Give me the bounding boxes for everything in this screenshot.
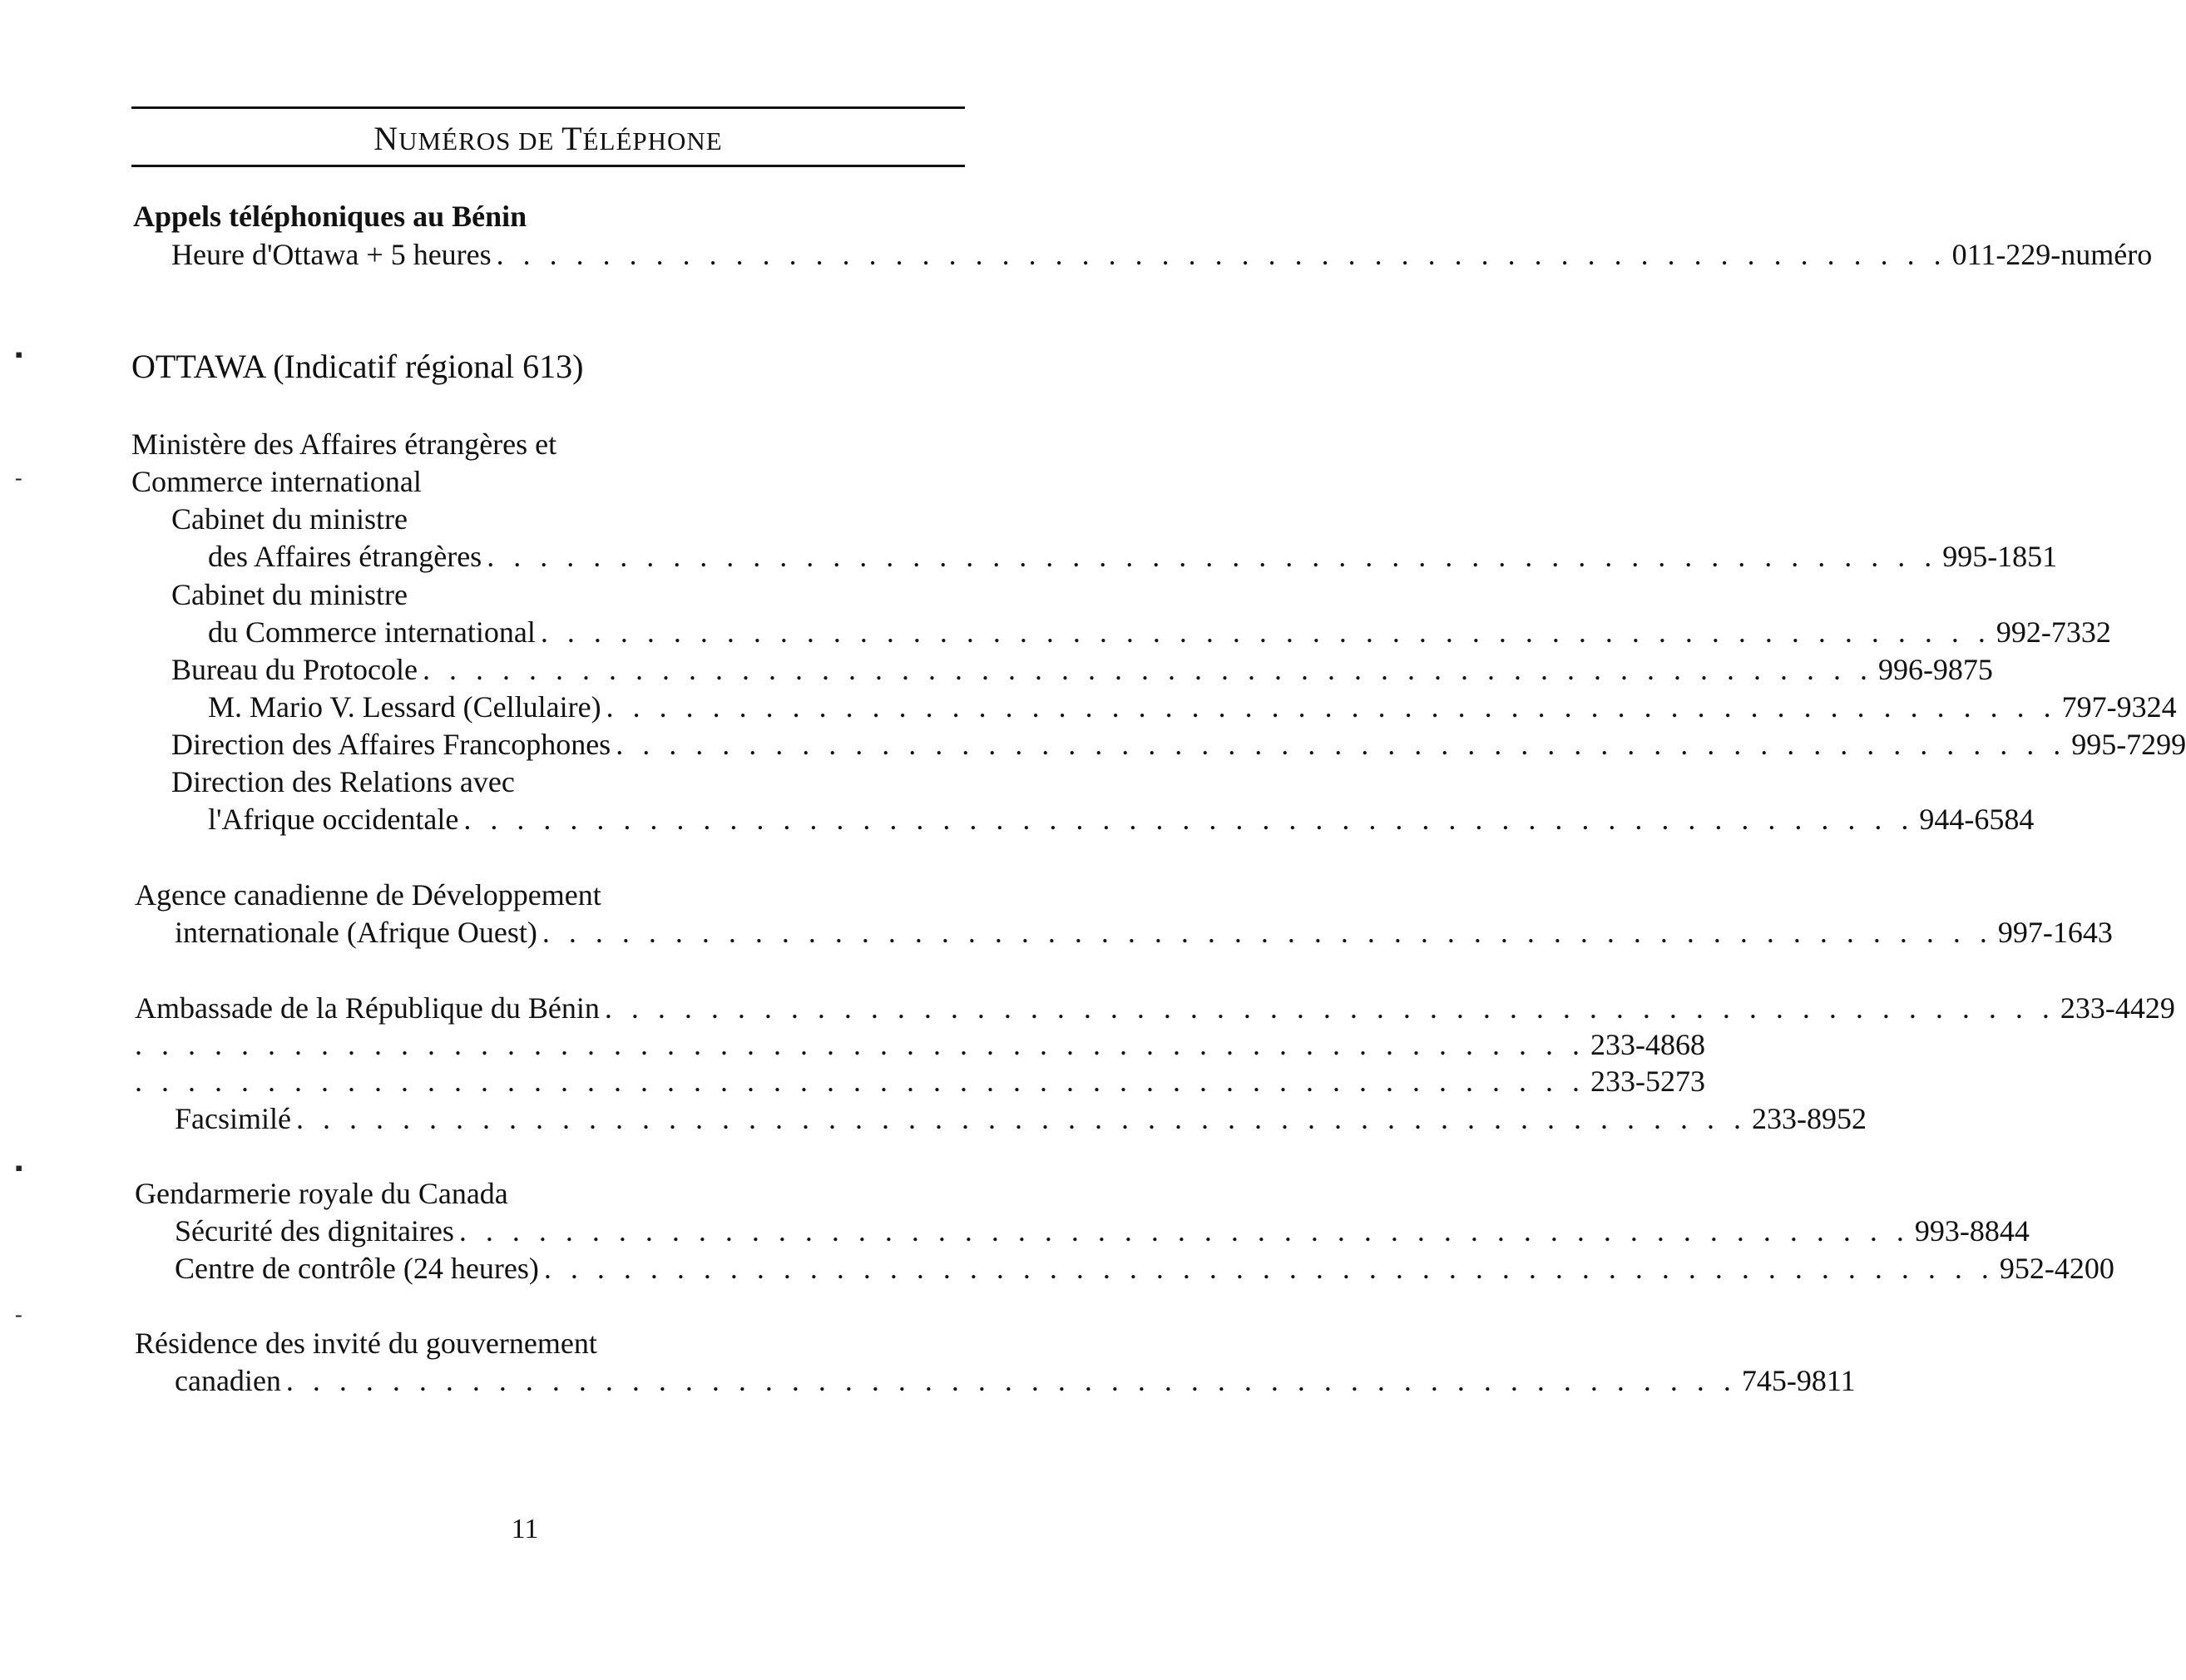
fax-entry	[175, 1099, 1867, 1138]
title-part-numeros: UMÉROS DE	[398, 126, 562, 156]
fax-number: 233-8952	[1751, 1102, 1867, 1135]
dot-leader: . . . . . . . . . . . . . . . . . . . . . . . . . . . . . . . . . . . . . . . . . . . . . . . . . . . . . . .	[496, 238, 1947, 271]
francophones-entry	[171, 725, 2186, 763]
grc-heading: Gendarmerie royale du Canada	[135, 1177, 508, 1210]
title-part-telephone: ÉLÉPHONE	[582, 126, 723, 156]
dot-leader: . . . . . . . . . . . . . . . . . . . . . . . . . . . . . . . . . . . . . . . . . . . . . . . . . . . . . . .	[604, 991, 2055, 1025]
acdi-entry	[175, 913, 2113, 951]
lessard-entry	[208, 688, 2177, 726]
dot-leader: . . . . . . . . . . . . . . . . . . . . . . . . . . . . . . . . . . . . . . . . . . . . . . . . . . . . . . .	[543, 1252, 1995, 1285]
protocole-entry	[171, 650, 1993, 689]
ambassade-label: Ambassade de la République du Bénin	[135, 991, 600, 1025]
ministry-line-1: Ministère des Affaires étrangères et	[131, 427, 557, 461]
centre-label: Centre de contrôle (24 heures)	[175, 1252, 539, 1285]
cabinet-ci-label: du Commerce international	[208, 615, 536, 649]
intl-calls-heading: Appels téléphoniques au Bénin	[133, 200, 527, 233]
cabinet-ae-number: 995-1851	[1942, 540, 2058, 573]
francophones-label: Direction des Affaires Francophones	[171, 728, 611, 761]
ambassade-number-1: 233-4429	[2060, 991, 2175, 1025]
dot-leader: . . . . . . . . . . . . . . . . . . . . . . . . . . . . . . . . . . . . . . . . . . . . . . . . . . . . . . .	[135, 1065, 1585, 1098]
cabinet-ci-number: 992-7332	[1996, 615, 2111, 649]
fax-label: Facsimilé	[175, 1102, 291, 1135]
acdi-line-1: Agence canadienne de Développement	[135, 878, 601, 912]
header-bottom-rule	[131, 165, 965, 167]
securite-entry	[175, 1212, 2030, 1250]
lessard-label: M. Mario V. Lessard (Cellulaire)	[208, 690, 601, 724]
intl-calls-entry	[171, 235, 2153, 274]
margin-mark: ▪	[15, 1156, 23, 1180]
relations-label: l'Afrique occidentale	[208, 803, 459, 836]
protocole-number: 996-9875	[1877, 653, 1993, 686]
securite-label: Sécurité des dignitaires	[175, 1214, 454, 1248]
dot-leader: . . . . . . . . . . . . . . . . . . . . . . . . . . . . . . . . . . . . . . . . . . . . . . . . . . . . . . .	[285, 1364, 1737, 1397]
dot-leader: . . . . . . . . . . . . . . . . . . . . . . . . . . . . . . . . . . . . . . . . . . . . . . . . . . . . . . .	[616, 728, 2067, 761]
ambassade-number-2: 233-4868	[1590, 1028, 1705, 1061]
dot-leader: . . . . . . . . . . . . . . . . . . . . . . . . . . . . . . . . . . . . . . . . . . . . . . . . . . . . . . .	[540, 615, 1991, 649]
securite-number: 993-8844	[1914, 1214, 2030, 1248]
dot-leader: . . . . . . . . . . . . . . . . . . . . . . . . . . . . . . . . . . . . . . . . . . . . . . . . . . . . . . .	[606, 690, 2057, 724]
dot-leader: . . . . . . . . . . . . . . . . . . . . . . . . . . . . . . . . . . . . . . . . . . . . . . . . . . . . . . .	[542, 916, 1993, 949]
margin-mark: -	[15, 466, 22, 490]
lessard-number: 797-9324	[2061, 690, 2177, 724]
protocole-label: Bureau du Protocole	[171, 653, 418, 686]
cabinet-ae-entry	[208, 537, 2058, 576]
margin-mark: ▪	[15, 343, 23, 367]
intl-calls-number: 011-229-numéro	[1951, 238, 2153, 271]
cabinet-ci-line-1: Cabinet du ministre	[171, 578, 408, 611]
ottawa-heading: OTTAWA (Indicatif régional 613)	[131, 348, 584, 385]
cabinet-ci-entry	[208, 613, 2111, 651]
page-number: 11	[511, 1514, 539, 1544]
ambassade-entry-3	[135, 1062, 1705, 1100]
intl-calls-label: Heure d'Ottawa + 5 heures	[171, 238, 492, 271]
acdi-label: internationale (Afrique Ouest)	[175, 916, 537, 949]
dot-leader: . . . . . . . . . . . . . . . . . . . . . . . . . . . . . . . . . . . . . . . . . . . . . . . . . . . . . . .	[487, 540, 1938, 573]
dot-leader: . . . . . . . . . . . . . . . . . . . . . . . . . . . . . . . . . . . . . . . . . . . . . . . . . . . . . . .	[458, 1214, 1910, 1248]
cabinet-ae-label: des Affaires étrangères	[208, 540, 482, 573]
centre-entry	[175, 1249, 2114, 1287]
header-top-rule	[131, 106, 965, 109]
relations-line-1: Direction des Relations avec	[171, 765, 515, 798]
relations-number: 944-6584	[1919, 803, 2035, 836]
page-title	[131, 119, 965, 161]
francophones-number: 995-7299	[2071, 728, 2186, 761]
residence-label: canadien	[175, 1364, 281, 1397]
cabinet-ae-line-1: Cabinet du ministre	[171, 502, 408, 536]
centre-number: 952-4200	[1999, 1252, 2114, 1285]
ambassade-entry-2	[135, 1025, 1705, 1064]
dot-leader: . . . . . . . . . . . . . . . . . . . . . . . . . . . . . . . . . . . . . . . . . . . . . . . . . . . . . . .	[463, 803, 1915, 836]
ambassade-entry	[135, 989, 2175, 1027]
residence-entry	[175, 1361, 1856, 1400]
dot-leader: . . . . . . . . . . . . . . . . . . . . . . . . . . . . . . . . . . . . . . . . . . . . . . . . . . . . . . .	[422, 653, 1873, 686]
title-initial-t: T	[561, 120, 583, 157]
margin-mark: -	[15, 1302, 22, 1327]
ministry-line-2: Commerce international	[131, 465, 422, 498]
residence-line-1: Résidence des invité du gouvernement	[135, 1327, 597, 1360]
dot-leader: . . . . . . . . . . . . . . . . . . . . . . . . . . . . . . . . . . . . . . . . . . . . . . . . . . . . . . .	[135, 1028, 1585, 1061]
ambassade-number-3: 233-5273	[1590, 1065, 1705, 1098]
dot-leader: . . . . . . . . . . . . . . . . . . . . . . . . . . . . . . . . . . . . . . . . . . . . . . . . . . . . . . .	[295, 1102, 1747, 1135]
acdi-number: 997-1643	[1997, 916, 2113, 949]
residence-number: 745-9811	[1741, 1364, 1856, 1397]
relations-entry	[208, 800, 2035, 838]
title-initial-n: N	[373, 120, 399, 157]
